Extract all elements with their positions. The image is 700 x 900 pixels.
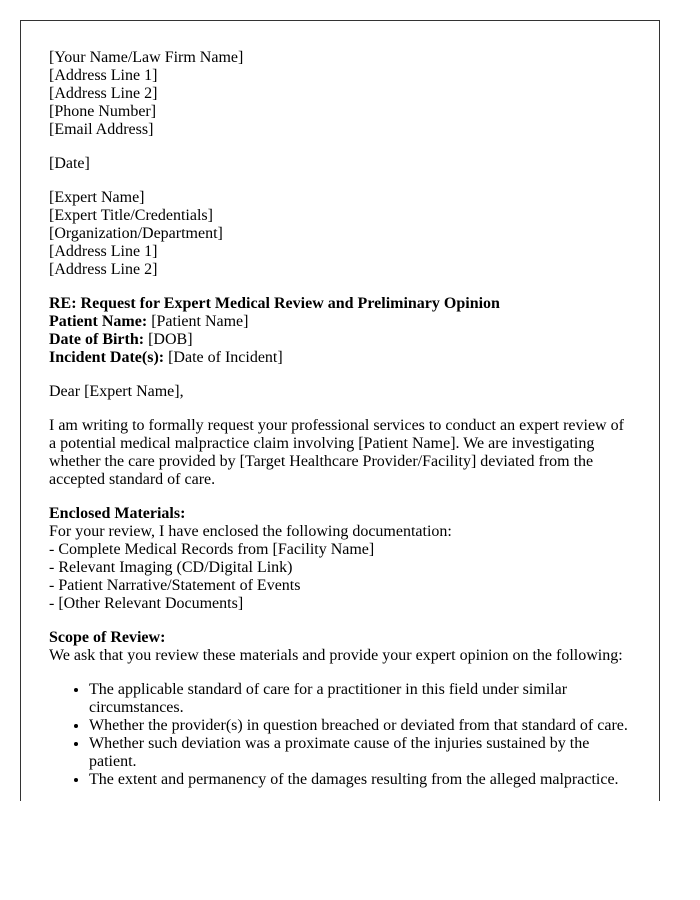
scope-section (49, 629, 634, 665)
enclosed-item: - Relevant Imaging (CD/Digital Link) (49, 559, 293, 576)
letter-content (49, 49, 634, 789)
letter-page (20, 20, 660, 801)
intro-paragraph: I am writing to formally request your professional services to conduct an expert review of a potential medical malpractice claim involving [Patient Name]. We are investigating whether the care provided by [Target Healthcare Provider/Facility] deviated from the accepted standard of care. (49, 417, 624, 488)
patient-name-label: Patient Name: (49, 313, 148, 330)
incident-line (49, 349, 634, 367)
recipient-title: [Expert Title/Credentials] (49, 207, 213, 224)
letter-date: [Date] (49, 155, 90, 172)
scope-item: • The extent and permanency of the damages resulting from the alleged malpractice. (89, 771, 634, 789)
re-block (49, 295, 634, 367)
sender-block (49, 49, 634, 139)
incident-value: [Date of Incident] (164, 349, 283, 366)
salutation: Dear [Expert Name], (49, 383, 184, 400)
sender-address-1: [Address Line 1] (49, 67, 158, 84)
dob-value: [DOB] (144, 331, 193, 348)
dob-label: Date of Birth: (49, 331, 145, 348)
re-subject: RE: Request for Expert Medical Review and Preliminary Opinion (49, 295, 500, 312)
enclosed-item: - Patient Narrative/Statement of Events (49, 577, 301, 594)
sender-email: [Email Address] (49, 121, 154, 138)
scope-item: • The applicable standard of care for a practitioner in this field under similar circumstances. (89, 681, 634, 717)
scope-heading: Scope of Review: (49, 629, 166, 646)
enclosed-intro: For your review, I have enclosed the following documentation: (49, 523, 452, 540)
sender-name: [Your Name/Law Firm Name] (49, 49, 244, 66)
dob-line (49, 331, 634, 349)
recipient-block (49, 189, 634, 279)
recipient-address-2: [Address Line 2] (49, 261, 158, 278)
recipient-address-1: [Address Line 1] (49, 243, 158, 260)
patient-name-line (49, 313, 634, 331)
enclosed-section (49, 505, 634, 613)
incident-label: Incident Date(s): (49, 349, 165, 366)
enclosed-heading: Enclosed Materials: (49, 505, 186, 522)
sender-phone: [Phone Number] (49, 103, 157, 120)
enclosed-item: - [Other Relevant Documents] (49, 595, 244, 612)
scope-item: • Whether the provider(s) in question breached or deviated from that standard of care. (89, 717, 634, 735)
sender-address-2: [Address Line 2] (49, 85, 158, 102)
scope-intro: We ask that you review these materials and provide your expert opinion on the following: (49, 647, 623, 664)
recipient-name: [Expert Name] (49, 189, 145, 206)
patient-name-value: [Patient Name] (147, 313, 249, 330)
scope-item: • Whether such deviation was a proximate cause of the injuries sustained by the patient. (89, 735, 634, 771)
enclosed-item: - Complete Medical Records from [Facility Name] (49, 541, 375, 558)
scope-list (49, 681, 634, 789)
recipient-organization: [Organization/Department] (49, 225, 223, 242)
